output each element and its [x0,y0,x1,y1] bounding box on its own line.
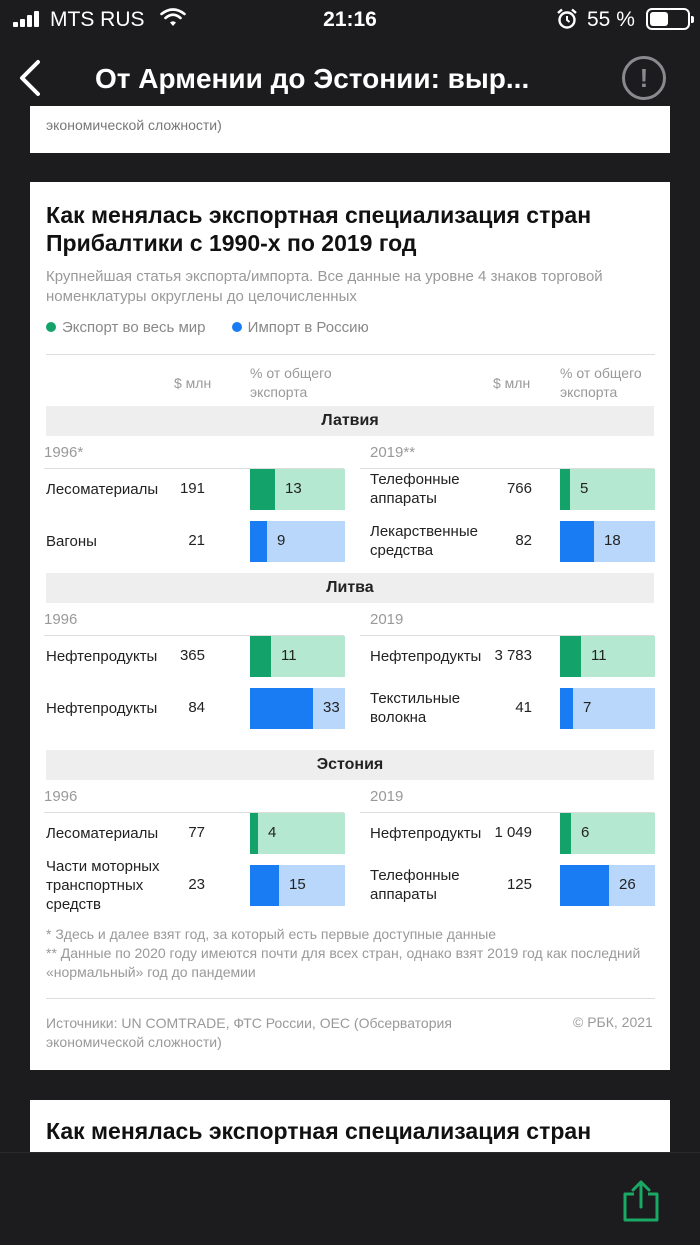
share-percent: 5 [580,480,589,497]
alarm-icon [556,8,578,30]
section-header: Эстония [46,750,654,780]
column-header-pct-left: % от общего экспорта [250,365,332,400]
share-bar [250,813,345,854]
section-year: 2019 [370,788,404,805]
share-bar-fill [560,865,609,906]
divider [46,354,655,355]
section-header: Латвия [46,406,654,436]
share-bar [560,636,655,677]
section-year: 2019** [370,444,416,461]
column-header-usd-right: $ млн [493,375,531,391]
footnotes [46,925,646,982]
share-bar-fill [560,636,581,677]
next-infographic-card [30,1100,670,1160]
share-bar-fill [250,813,258,854]
share-percent: 18 [604,532,621,549]
row-name: Телефонные аппараты [370,867,460,903]
share-bar [560,469,655,510]
share-bar-fill [560,688,573,729]
footnote: ** Данные по 2020 году имеются почти для всех стран, однако взят 2019 год как последний «нормальный» год до пандемии [46,945,641,980]
row-usd-value: 125 [506,876,532,893]
battery-percent: 55 % [587,8,635,31]
battery-icon [646,8,690,30]
infographic-subtitle: Крупнейшая статья экспорта/импорта. Все данные на уровне 4 знаков торговой номенклатуры округлены до целочисленных [46,268,603,305]
infographic-card [30,182,670,1070]
exclamation-circle-icon[interactable]: ! [622,56,666,100]
copyright: © РБК, 2021 [573,1014,653,1030]
share-bar-fill [560,813,571,854]
infographic-title: Как менялась экспортная специализация стран Прибалтики с 1990-х по 2019 год [46,202,592,256]
row-name: Лесоматериалы [46,824,159,842]
share-bar-fill [250,521,267,562]
row-usd-value: 766 [506,480,532,497]
row-name: Лекарственные средства [370,523,478,559]
row-usd-value: 23 [188,876,205,893]
share-percent: 9 [277,532,286,549]
share-percent: 13 [285,480,302,497]
row-usd-value: 84 [188,699,205,716]
share-percent: 7 [583,699,592,716]
legend [46,319,391,336]
row-name: Телефонные аппараты [370,471,460,507]
row-usd-value: 3 783 [494,647,532,664]
share-bar [250,521,345,562]
carrier-name: MTS RUS [50,8,145,31]
section-year: 1996 [44,788,78,805]
column-header-pct-right: % от общего экспорта [560,365,642,400]
chevron-left-icon[interactable] [12,56,52,100]
section-year: 1996* [44,444,84,461]
legend-import-label: Импорт в Россию [247,319,369,336]
legend-export [46,319,206,336]
share-bar-fill [250,688,313,729]
previous-card-text: экономической сложности) [46,117,222,133]
status-bar [0,0,700,40]
row-usd-value: 1 049 [494,824,532,841]
row-name: Нефтепродукты [370,824,482,842]
share-percent: 4 [268,824,277,841]
section-year: 1996 [44,611,78,628]
footnote: * Здесь и далее взят год, за который есть первые доступные данные [46,926,497,942]
legend-export-label: Экспорт во весь мир [62,319,206,336]
row-name: Нефтепродукты [370,647,482,665]
next-card-title: Как менялась экспортная специализация стран [46,1118,592,1144]
sources: Источники: UN COMTRADE, ФТС России, OEC (Обсерватория экономической сложности) [46,1015,452,1050]
share-bar [250,469,345,510]
row-usd-value: 21 [188,532,205,549]
row-name: Нефтепродукты [46,647,158,665]
section-year: 2019 [370,611,404,628]
row-name: Лесоматериалы [46,480,159,498]
page-title: От Армении до Эстонии: выр... [95,63,530,94]
row-usd-value: 77 [188,824,205,841]
share-bar-fill [250,469,275,510]
share-percent: 11 [591,647,607,664]
previous-infographic-card [30,106,670,153]
column-header-usd-left: $ млн [174,375,212,391]
share-bar [250,688,345,729]
share-percent: 6 [581,824,590,841]
row-usd-value: 191 [179,480,205,497]
share-bar-fill [560,521,594,562]
row-name: Текстильные волокна [370,690,461,726]
share-bar [560,688,655,729]
share-percent: 26 [619,876,636,893]
share-percent: 15 [289,876,306,893]
divider [46,998,655,999]
row-usd-value: 82 [515,532,532,549]
legend-import-dot [232,322,242,332]
row-usd-value: 41 [515,699,532,716]
share-bar [560,865,655,906]
bottom-toolbar [0,1152,700,1245]
legend-export-dot [46,322,56,332]
share-bar [560,813,655,854]
share-icon[interactable] [620,1179,662,1223]
share-bar-fill [250,865,279,906]
share-percent: 33 [323,699,340,716]
row-name: Нефтепродукты [46,699,158,717]
clock: 21:16 [323,8,377,31]
share-bar [250,865,345,906]
row-usd-value: 365 [179,647,205,664]
row-name: Вагоны [46,532,97,550]
share-bar-fill [250,636,271,677]
section-header: Литва [46,573,654,603]
share-percent: 11 [281,647,297,664]
row-name: Части моторных транспортных средств [46,857,160,913]
share-bar-fill [560,469,570,510]
share-bar [560,521,655,562]
legend-import [232,319,369,336]
share-bar [250,636,345,677]
